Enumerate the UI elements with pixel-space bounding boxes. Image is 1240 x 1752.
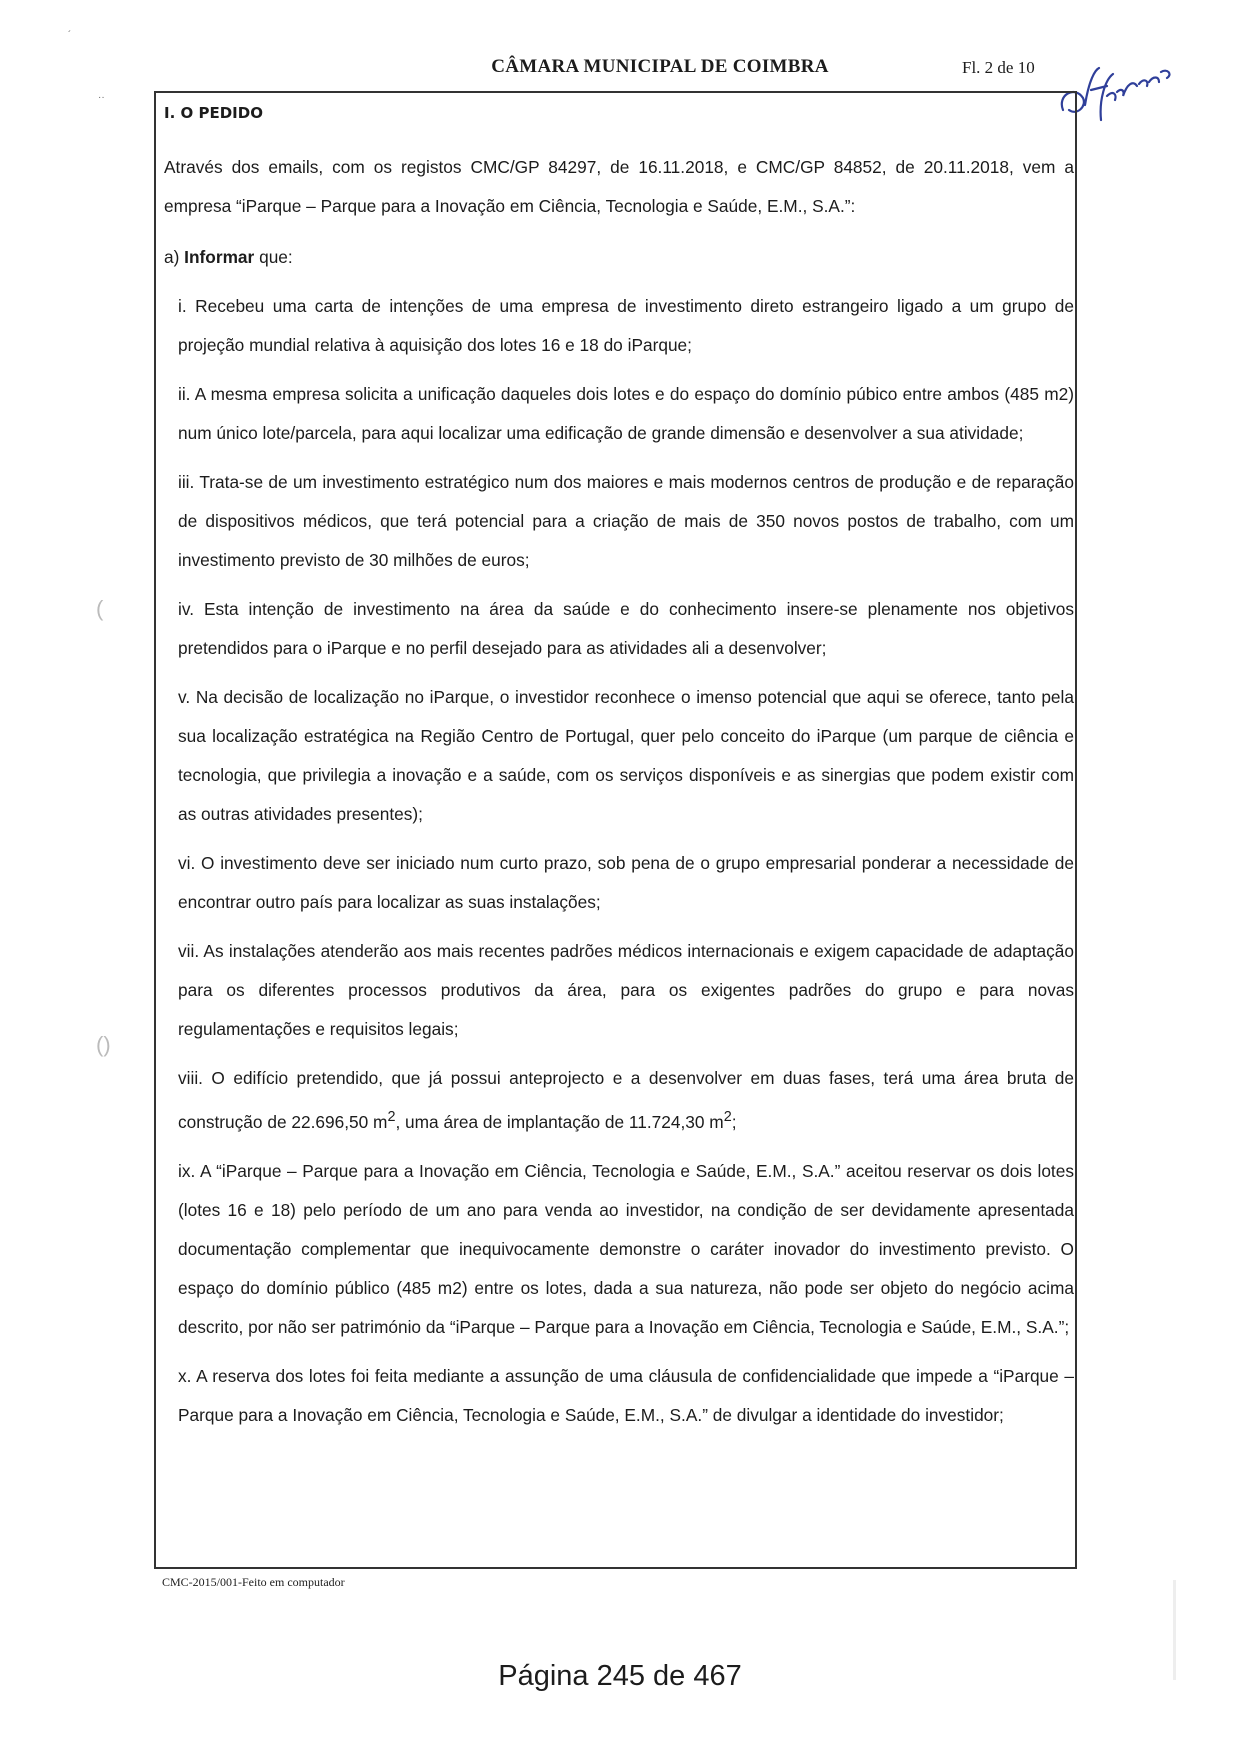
list-item: v. Na decisão de localização no iParque, o investidor reconhece o imenso potencial que aqui se oferece, tanto pela sua localização estratégica na Região Centro de Portugal, quer pelo conceito do iParque (um parque de ciência e tecnologia, que privilegia a inovação e a saúde, com os serviços disponíveis e as sinergias que podem existir com as outras atividades presentes); [178, 687, 1074, 824]
punch-hole-mark: ( [96, 596, 104, 621]
scan-mark: ´ [68, 30, 72, 41]
item8-text: ; [731, 1111, 737, 1132]
document-header-title: CÂMARA MUNICIPAL DE COIMBRA [491, 56, 829, 77]
list-item: x. A reserva dos lotes foi feita mediante a assunção de uma cláusula de confidencialidade que impede a “iParque – Parque para a Inovação em Ciência, Tecnologia e Saúde, E.M., S.A.” de divulgar a identidade do investidor; [178, 1365, 1074, 1425]
list-item: vi. O investimento deve ser iniciado num curto prazo, sob pena de o grupo empresarial ponderar a necessidade de encontrar outro país para localizar as suas instalações; [178, 853, 1074, 912]
sheet-number: Fl. 2 de 10 [962, 58, 1035, 77]
section-title: I. O PEDIDO [164, 104, 263, 122]
scan-mark: ·· [98, 92, 105, 103]
lead-bold: Informar [184, 247, 255, 267]
lead-prefix: a) [164, 247, 185, 267]
scan-edge-shadow [1173, 1580, 1176, 1680]
page-number: Página 245 de 467 [498, 1660, 742, 1692]
list-item: i. Recebeu uma carta de intenções de uma empresa de investimento direto estrangeiro ligado a um grupo de projeção mundial relativa à aquisição dos lotes 16 e 18 do iParque; [178, 296, 1074, 355]
item8-text: , uma área de implantação de 11.724,30 m [395, 1111, 724, 1132]
superscript: 2 [387, 1109, 396, 1125]
list-item [178, 1059, 1074, 1142]
list-item: ix. A “iParque – Parque para a Inovação em Ciência, Tecnologia e Saúde, E.M., S.A.” aceitou reservar os dois lotes (lotes 16 e 18) pelo período de um ano para venda ao investidor, na condição de ser devidamente apresentada documentação complementar que inequivocamente demonstre o caráter inovador do investimento previsto. O espaço do domínio público (485 m2) entre os lotes, dada a sua natureza, não pode ser objeto do negócio acima descrito, por não ser património da “iParque – Parque para a Inovação em Ciência, Tecnologia e Saúde, E.M., S.A.”; [178, 1160, 1074, 1337]
superscript: 2 [723, 1109, 732, 1125]
lead-suffix: que: [254, 247, 293, 267]
list-item: iv. Esta intenção de investimento na área da saúde e do conhecimento insere-se plenamente nos objetivos pretendidos para o iParque e no perfil desejado para as atividades ali a desenvolver; [178, 599, 1074, 658]
list-item: vii. As instalações atenderão aos mais recentes padrões médicos internacionais e exigem capacidade de adaptação para os diferentes processos produtivos da área, para os exigentes padrões do grupo e para novas regulamentações e requisitos legais; [178, 941, 1074, 1039]
form-code: CMC-2015/001-Feito em computador [162, 1575, 345, 1589]
lead-line [164, 238, 1074, 277]
list-item: ii. A mesma empresa solicita a unificação daqueles dois lotes e do espaço do domínio púbico entre ambos (485 m2) num único lote/parcela, para aqui localizar uma edificação de grande dimensão e desenvolver a sua atividade; [178, 384, 1074, 443]
intro-paragraph: Através dos emails, com os registos CMC/GP 84297, de 16.11.2018, e CMC/GP 84852, de 20.11.2018, vem a empresa “iParque – Parque para a Inovação em Ciência, Tecnologia e Saúde, E.M., S.A.”: [164, 157, 1074, 216]
list-item: iii. Trata-se de um investimento estratégico num dos maiores e mais modernos centros de produção e de reparação de dispositivos médicos, que terá potencial para a criação de mais de 350 novos postos de trabalho, com um investimento previsto de 30 milhões de euros; [178, 472, 1074, 570]
item8-text: viii. O edifício pretendido, que já possui anteprojecto e a desenvolver em duas fases, terá uma área bruta de construção de 22.696,50 m [178, 1068, 1074, 1132]
document-body [164, 91, 1074, 1435]
punch-hole-mark: () [96, 1032, 111, 1057]
